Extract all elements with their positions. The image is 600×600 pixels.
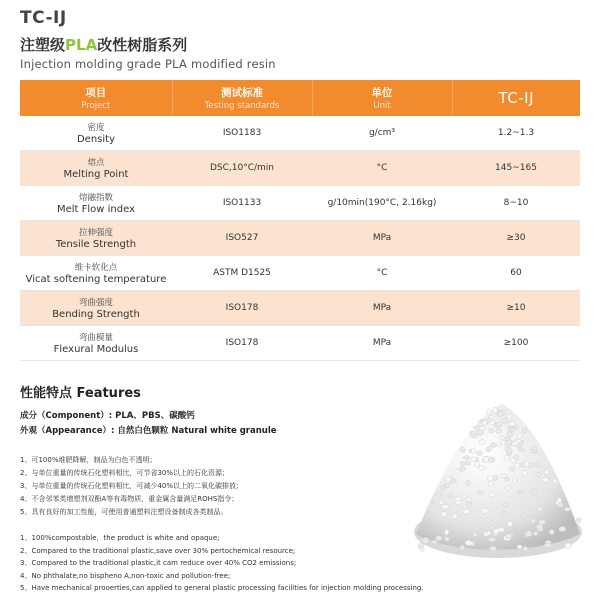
standard-cell: ISO1133 [172,186,312,221]
list-item: 2、Compared to the traditional plastic,save over 30% pertochemical resource; [20,546,296,555]
granule-pellet [477,430,484,435]
granule-pellet [553,479,557,484]
granule-pellet [512,441,518,446]
granule-pellet [436,492,442,496]
table-row [20,291,580,326]
granule-pellet [523,546,528,551]
granule-pellet [489,428,494,432]
granule-pellet [530,489,537,495]
granule-pellet [448,493,453,498]
appearance-line: 外观（Appearance）: 自然白色颗粒 Natural white granule [20,426,277,436]
granule-pellet [465,461,471,465]
property-cn: 熔点 [87,158,105,168]
granule-pellet [522,470,527,476]
header-unit [312,80,452,116]
table-row [20,326,580,361]
granule-pellet [499,436,504,440]
granule-pellet [506,448,512,453]
property-en: Melting Point [63,169,129,180]
header-project-cn: 项目 [85,87,107,99]
granule-pellet [442,504,449,509]
granule-pellet [441,511,446,516]
property-cn: 拉伸强度 [78,228,113,238]
standard-cell: ISO527 [172,221,312,256]
value-cell: ≥10 [452,291,580,326]
granule-pellet [497,412,503,417]
granule-pellet [542,477,549,482]
granule-pellet [549,529,555,534]
granule-pellet [418,543,424,548]
title-cn-suffix: 改性树脂系列 [97,36,188,54]
granule-pellet [445,477,451,482]
header-standard-en: Testing standards [204,101,280,111]
features-title: 性能特点 Features [20,386,141,401]
unit-cell: g/10min(190°C, 2.16kg) [312,186,452,221]
granule-pellet [522,428,527,434]
granule-pellet [509,467,514,472]
title-english: Injection molding grade PLA modified resin [20,57,276,71]
property-cell [20,326,172,361]
property-en: Vicat softening temperature [25,274,167,285]
granule-pellet [471,457,476,462]
granule-pellet [473,532,478,536]
granule-pellet [539,520,546,525]
granule-pellet [536,507,543,512]
granule-pellet [459,466,465,471]
property-cell [20,291,172,326]
granule-pellet [536,524,543,529]
granule-pellet [531,518,536,523]
granule-pellet [422,537,429,543]
granule-pellet [430,500,434,504]
granule-pellet [460,447,466,452]
granule-pellet [485,517,492,522]
standard-cell: ASTM D1525 [172,256,312,291]
granule-pellet [534,461,541,467]
property-en: Bending Strength [52,309,140,320]
granule-pellet [466,498,472,502]
list-item: 3、与单位重量的传统石化塑料相比，可减少40%以上的二氧化碳排放； [20,482,244,490]
granule-pellet [505,436,510,440]
granule-pellet [504,503,509,507]
value-cell: ≥30 [452,221,580,256]
table-row [20,186,580,221]
property-en: Melt Flow index [56,204,136,215]
table-row [20,221,580,256]
granule-pellet [465,540,472,545]
granule-pellet [477,451,483,456]
property-en: Density [76,134,116,145]
granule-pellet [477,491,483,495]
granule-pellet [558,502,563,507]
unit-cell: MPa [312,291,452,326]
granule-pellet [506,414,512,418]
granule-pellet [489,481,494,487]
list-item: 5、具有良好的加工性能，可使用普通塑料注塑设备制成各类制品。 [20,508,228,516]
granule-pellet [544,470,549,475]
granule-pellet [536,472,541,477]
spec-table [20,80,580,361]
property-cell [20,256,172,291]
granule-pellet [514,455,518,461]
standard-cell: ISO178 [172,291,312,326]
granule-pellet [576,518,581,523]
table-header-row [20,80,580,116]
list-item: 1、100%compostable，the product is white and opaque; [20,534,220,542]
granule-pellet [501,512,507,517]
header-standard [172,80,312,116]
granule-pellet [501,418,508,424]
granule-pellet [531,446,537,450]
granule-pellet [497,443,502,447]
header-project-en: Project [81,101,111,111]
granule-pellet [507,521,512,527]
granule-pellet [544,543,551,547]
granule-pellet [452,514,458,519]
property-cell [20,221,172,256]
property-cn: 熔融指数 [78,193,113,203]
header-grade: TC-IJ [452,80,580,116]
product-code: TC-IJ [20,8,67,28]
granule-pellet [496,428,502,433]
granule-pellet [533,531,538,535]
component-line: 成分（Component）: PLA、PBS、碳酸钙 [20,411,195,421]
list-item: 1、可100%堆肥降解，制品为白色不透明； [20,456,157,464]
header-project [20,80,172,116]
granule-pellet [474,461,479,467]
list-item: 2、与单位重量的传统石化塑料相比，可节省30%以上的石化资源； [20,469,230,477]
standard-cell: DSC,10°C/min [172,151,312,186]
granule-pellet [481,508,488,513]
granule-pellet [517,545,522,549]
granule-pellet [432,540,438,544]
standard-cell: ISO178 [172,326,312,361]
property-cell [20,116,172,151]
title-chinese [20,34,276,55]
unit-cell: MPa [312,221,452,256]
granule-pellet [463,456,470,460]
header-unit-cn: 单位 [371,87,393,99]
list-item: 4、不含邻苯类增塑剂双酚A等有毒物质，重金属含量满足ROHS指令； [20,495,239,503]
property-cell [20,151,172,186]
granule-pellet [557,498,562,503]
granule-pellet [444,484,450,488]
unit-cell: °C [312,151,452,186]
granule-pellet [436,536,443,541]
granule-pellet [504,455,509,461]
granule-pellet [460,461,466,465]
list-item: 4、No phthalate,no bispheno A,non-toxic and pollution-free; [20,571,231,580]
granule-pellet [564,507,570,511]
granule-pellet [473,426,480,430]
granule-pellet [517,433,522,438]
granule-pellet [521,514,526,518]
granule-pellet [509,422,516,427]
granule-pellet [524,461,529,467]
granule-pellet [490,492,496,497]
granule-pellet [518,448,525,452]
granule-pellet [493,529,500,534]
granule-pellet [455,497,462,501]
granule-pellet [525,531,532,537]
property-en: Flexural Modulus [53,344,139,355]
granule-pellet [493,476,497,481]
unit-cell: MPa [312,326,452,361]
granule-pellet [471,449,476,453]
granule-pellet [463,509,471,514]
granule-pellet [510,428,516,432]
granule-pellet [439,500,443,505]
table-row [20,256,580,291]
granule-pellet [478,465,485,470]
granule-pellet [488,457,495,463]
granule-pellet [486,446,491,451]
granule-pellet [487,476,493,482]
granule-pellet [489,546,496,551]
list-item: 5、Have mechanical prooerties,can applied to general plastic processing facilities for injection molding processing. [20,584,424,592]
granule-pellet [488,537,495,542]
table-row [20,151,580,186]
unit-cell: °C [312,256,452,291]
granule-pellet [506,444,511,448]
granule-pellet [506,534,512,539]
table-row [20,116,580,151]
granule-pellet [495,423,502,427]
granule-pellet [460,545,465,550]
granule-pellet [486,410,491,415]
granule-pellet [444,537,449,542]
value-cell: 145~165 [452,151,580,186]
resin-granules-image [410,392,585,562]
features-list-cn [20,454,420,519]
property-cn: 弯曲模量 [78,333,113,343]
value-cell: ≥100 [452,326,580,361]
granule-pellet [492,408,497,414]
granule-pellet [487,531,492,535]
value-cell: 1.2~1.3 [452,116,580,151]
property-cn: 密度 [87,123,105,133]
property-en: Tensile Strength [55,239,137,250]
granule-pellet [517,490,523,494]
property-cn: 弯曲强度 [78,298,113,308]
granule-pellet [512,477,517,483]
value-cell: 8~10 [452,186,580,221]
title-cn-prefix: 注塑级 [20,36,66,54]
granule-pellet [565,543,572,548]
property-cell [20,186,172,221]
granule-pellet [506,486,511,491]
header [20,8,276,71]
granule-pellet [479,439,485,445]
unit-cell: g/cm³ [312,116,452,151]
granule-pellet [559,526,566,531]
granule-pellet [490,443,496,447]
value-cell: 60 [452,256,580,291]
property-cn: 维卡软化点 [74,263,118,273]
standard-cell: ISO1183 [172,116,312,151]
granule-pellet [445,530,449,536]
title-cn-highlight: PLA [65,36,98,54]
list-item: 3、Compared to the traditional plastic,it cam reduce over 40% CO2 emissions; [20,559,297,567]
granule-pellet [426,507,431,511]
header-unit-en: Unit [373,101,391,111]
granule-pellet [466,480,471,486]
granule-pellet [482,421,486,426]
granule-pellet [487,418,492,423]
granule-pellet [467,501,472,507]
granule-pellet [501,474,508,478]
header-standard-cn: 测试标准 [221,87,263,99]
